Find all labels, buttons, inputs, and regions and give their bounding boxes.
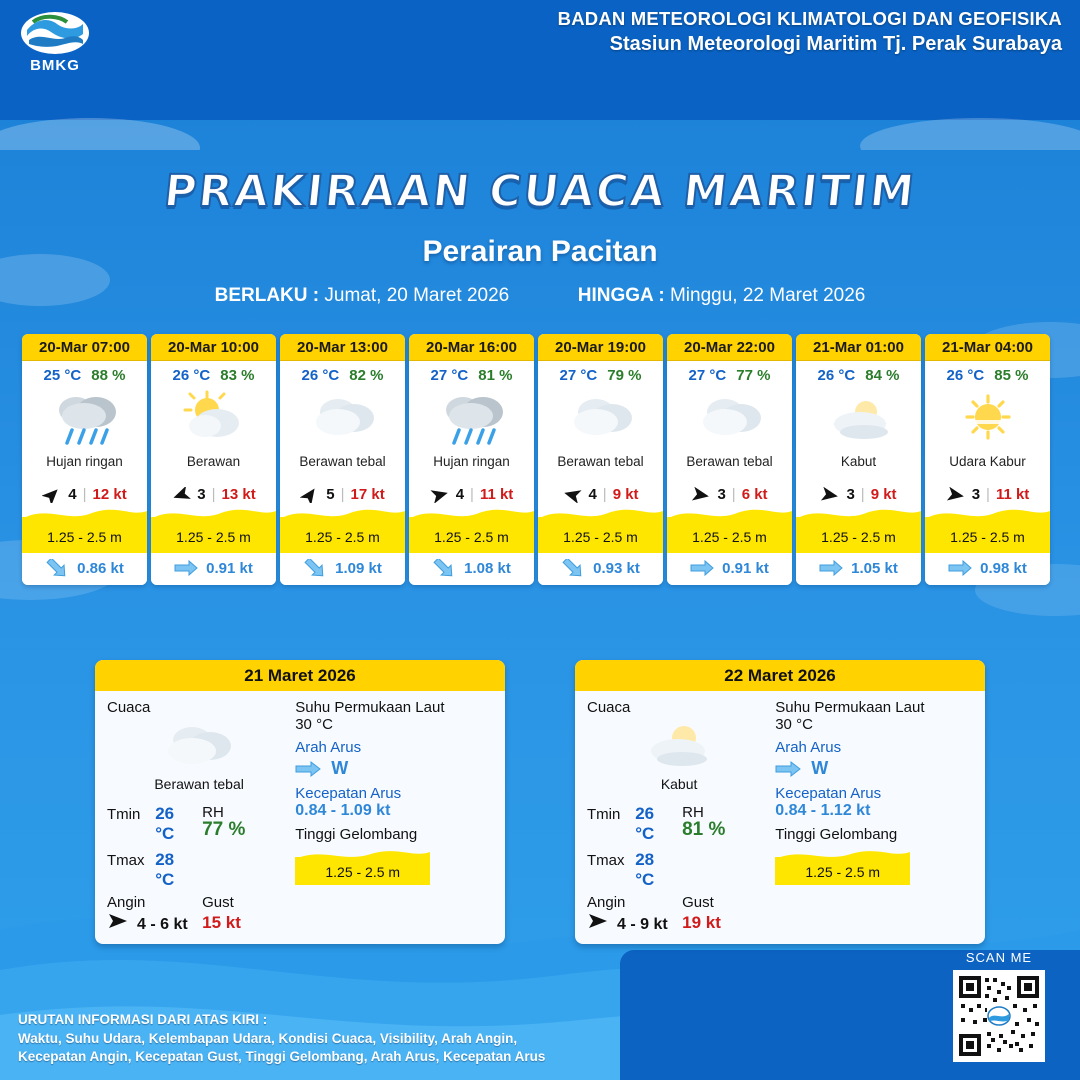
- wind-speed: 13 kt: [221, 486, 256, 503]
- weather-condition: Berawan tebal: [557, 454, 644, 469]
- page-subtitle: Perairan Pacitan: [422, 235, 658, 268]
- wave-height-strip: [925, 507, 1050, 553]
- wind-direction-value: 3: [197, 486, 206, 503]
- wind-direction-arrow-icon: [691, 487, 711, 503]
- legend-line-2: Kecepatan Angin, Kecepatan Gust, Tinggi Gelombang, Arah Arus, Kecepatan Arus: [18, 1048, 546, 1064]
- weather-condition: Udara Kabur: [949, 454, 1026, 469]
- wind-info: 3 | 13 kt: [151, 486, 276, 503]
- daily-forecast-panel[interactable]: [575, 660, 985, 944]
- sst-value: 30 °C: [775, 716, 813, 733]
- tmin-value: 26 °C: [155, 804, 175, 843]
- kecepatan-arus-label: Kecepatan Arus: [775, 785, 882, 802]
- cloudy-icon: [538, 386, 663, 452]
- arah-arus-label: Arah Arus: [295, 739, 362, 756]
- daily-date: 21 Maret 2026: [95, 660, 505, 691]
- arah-arus-value: W: [331, 758, 349, 778]
- current-direction-arrow-icon: [775, 760, 801, 778]
- bmkg-logo: [12, 10, 98, 74]
- wave-height: 1.25 - 2.5 m: [692, 529, 767, 545]
- tmax-value: 28 °C: [635, 850, 655, 889]
- wind-direction-value: 3: [846, 486, 855, 503]
- tmin-label: Tmin: [107, 806, 141, 823]
- kecepatan-arus-value: 0.84 - 1.12 kt: [775, 802, 871, 819]
- wind-direction-arrow-icon: [430, 487, 450, 503]
- wave-height: 1.25 - 2.5 m: [950, 529, 1025, 545]
- humidity: 83 %: [220, 367, 255, 384]
- forecast-time: 20-Mar 19:00: [538, 334, 663, 361]
- wave-height-strip: [280, 507, 405, 553]
- wind-direction-arrow-icon: [42, 487, 62, 503]
- wave-height-strip: [538, 507, 663, 553]
- wind-info: 4 | 11 kt: [409, 486, 534, 503]
- wave-height-strip: [796, 507, 921, 553]
- hourly-card[interactable]: [151, 334, 276, 585]
- cloud-band-decoration: [0, 100, 1080, 150]
- wind-speed: 17 kt: [350, 486, 385, 503]
- validity-from-value: Jumat, 20 Maret 2026: [324, 285, 510, 306]
- arah-arus-value-row: [775, 758, 973, 779]
- current-info: [925, 553, 1050, 585]
- wind-info: 4 | 12 kt: [22, 486, 147, 503]
- current-direction-arrow-icon: [819, 559, 843, 577]
- current-speed: 0.98 kt: [980, 559, 1027, 577]
- daily-wave-box: [775, 847, 910, 885]
- wave-height-strip: [409, 507, 534, 553]
- hourly-card[interactable]: [667, 334, 792, 585]
- wave-height-strip: [151, 507, 276, 553]
- current-info: [667, 553, 792, 585]
- forecast-time: 21-Mar 04:00: [925, 334, 1050, 361]
- forecast-time: 20-Mar 13:00: [280, 334, 405, 361]
- tinggi-gelombang-label: Tinggi Gelombang: [775, 826, 898, 843]
- wave-height: 1.25 - 2.5 m: [47, 529, 122, 545]
- validity-from-label: BERLAKU :: [214, 285, 320, 306]
- scan-me-block[interactable]: [944, 950, 1054, 1062]
- header-titles: [558, 8, 1062, 56]
- wave-height: 1.25 - 2.5 m: [821, 529, 896, 545]
- legend-note: [18, 1011, 618, 1066]
- wind-direction-value: 4: [68, 486, 77, 503]
- wind-direction-arrow-icon: [587, 913, 609, 929]
- arah-arus-value: W: [811, 758, 829, 778]
- agency-name: BADAN METEOROLOGI KLIMATOLOGI DAN GEOFISIKA: [557, 8, 1062, 29]
- angin-label: Angin: [587, 894, 626, 911]
- current-direction-arrow-icon: [561, 559, 585, 577]
- current-speed: 0.91 kt: [722, 559, 769, 577]
- sst-label: Suhu Permukaan Laut: [295, 699, 445, 716]
- forecast-time: 20-Mar 10:00: [151, 334, 276, 361]
- gust-value: 19 kt: [682, 913, 721, 932]
- validity-to-value: Minggu, 22 Maret 2026: [669, 285, 866, 306]
- wind-direction-arrow-icon: [107, 913, 129, 929]
- forecast-time: 21-Mar 01:00: [796, 334, 921, 361]
- page-title: PRAKIRAAN CUACA MARITIM: [161, 166, 919, 217]
- weather-condition: Berawan tebal: [686, 454, 773, 469]
- current-info: [22, 553, 147, 585]
- gust-label: Gust: [682, 894, 714, 911]
- air-temperature: 27 °C: [430, 367, 469, 384]
- current-info: [538, 553, 663, 585]
- current-direction-arrow-icon: [45, 559, 69, 577]
- current-direction-arrow-icon: [303, 559, 327, 577]
- forecast-time: 20-Mar 22:00: [667, 334, 792, 361]
- arah-arus-label: Arah Arus: [775, 739, 842, 756]
- cloudy-icon: [667, 386, 792, 452]
- wind-direction-arrow-icon: [820, 487, 840, 503]
- weather-condition: Kabut: [840, 454, 877, 469]
- forecast-time: 20-Mar 07:00: [22, 334, 147, 361]
- qr-code[interactable]: [953, 970, 1045, 1062]
- wind-direction-value: 4: [455, 486, 465, 503]
- wind-direction-arrow-icon: [300, 487, 320, 503]
- humidity: 84 %: [865, 367, 900, 384]
- daily-condition: Berawan tebal: [154, 776, 244, 792]
- humidity: 77 %: [736, 367, 771, 384]
- current-direction-arrow-icon: [690, 559, 714, 577]
- daily-condition: Kabut: [660, 776, 698, 792]
- cloudy-icon: [280, 386, 405, 452]
- wave-height: 1.25 - 2.5 m: [434, 529, 509, 545]
- hourly-card[interactable]: [22, 334, 147, 585]
- current-direction-arrow-icon: [432, 559, 456, 577]
- sst-value: 30 °C: [295, 716, 333, 733]
- wave-height-strip: [22, 507, 147, 553]
- wind-info: 3 | 6 kt: [667, 486, 792, 503]
- validity-period: [0, 285, 1080, 307]
- hourly-card[interactable]: [538, 334, 663, 585]
- gust-label: Gust: [202, 894, 234, 911]
- wind-speed: 6 kt: [741, 486, 768, 503]
- cuaca-label: Cuaca: [587, 699, 631, 716]
- hourly-card[interactable]: [280, 334, 405, 585]
- air-temperature: 27 °C: [559, 367, 598, 384]
- wave-height-strip: [667, 507, 792, 553]
- hourly-forecast-row: [22, 334, 1062, 585]
- air-temperature: 26 °C: [172, 367, 211, 384]
- wind-direction-arrow-icon: [562, 487, 582, 503]
- wave-height: 1.25 - 2.5 m: [563, 529, 638, 545]
- wind-direction-value: 3: [971, 486, 981, 503]
- wind-speed: 9 kt: [612, 486, 639, 503]
- rain-icon: [22, 386, 147, 452]
- weather-condition: Berawan tebal: [299, 454, 386, 469]
- humidity: 81 %: [478, 367, 513, 384]
- wind-info: 3 | 9 kt: [796, 486, 921, 503]
- wind-speed: 11 kt: [479, 486, 514, 503]
- wave-height: 1.25 - 2.5 m: [176, 529, 251, 545]
- sst-label: Suhu Permukaan Laut: [775, 699, 925, 716]
- rain-icon: [409, 386, 534, 452]
- current-direction-arrow-icon: [295, 760, 321, 778]
- wave-height: 1.25 - 2.5 m: [305, 529, 380, 545]
- air-temperature: 26 °C: [301, 367, 340, 384]
- qr-code-icon: [957, 974, 1041, 1058]
- partly-cloudy-icon: [151, 386, 276, 452]
- validity-to-label: HINGGA :: [577, 285, 665, 306]
- current-speed: 1.08 kt: [464, 559, 511, 577]
- wind-direction-arrow-icon: [946, 487, 966, 503]
- daily-date: 22 Maret 2026: [575, 660, 985, 691]
- angin-value: 4 - 6 kt: [137, 916, 188, 933]
- current-speed: 0.91 kt: [206, 559, 253, 577]
- legend-title: URUTAN INFORMASI DARI ATAS KIRI :: [18, 1012, 268, 1028]
- humidity: 88 %: [91, 367, 126, 384]
- wind-speed: 12 kt: [92, 486, 127, 503]
- wind-info: 4 | 9 kt: [538, 486, 663, 503]
- forecast-time: 20-Mar 16:00: [409, 334, 534, 361]
- current-direction-arrow-icon: [174, 559, 198, 577]
- wind-speed: 9 kt: [870, 486, 897, 503]
- tmax-value: 28 °C: [155, 850, 175, 889]
- tinggi-gelombang-value: 1.25 - 2.5 m: [325, 864, 401, 880]
- rh-label: RH: [202, 804, 224, 821]
- current-info: [796, 553, 921, 585]
- wind-info: 3 | 11 kt: [925, 486, 1050, 503]
- daily-forecast-panel[interactable]: [95, 660, 505, 944]
- kecepatan-arus-label: Kecepatan Arus: [295, 785, 402, 802]
- air-temperature: 26 °C: [817, 367, 856, 384]
- tmin-value: 26 °C: [635, 804, 655, 843]
- weather-condition: Berawan: [186, 454, 241, 469]
- current-speed: 0.93 kt: [593, 559, 640, 577]
- tmin-label: Tmin: [587, 806, 621, 823]
- kecepatan-arus-value: 0.84 - 1.09 kt: [295, 802, 391, 819]
- mist-icon: [796, 386, 921, 452]
- current-speed: 0.86 kt: [77, 559, 124, 577]
- legend-line-1: Waktu, Suhu Udara, Kelembapan Udara, Kondisi Cuaca, Visibility, Arah Angin,: [18, 1030, 518, 1046]
- angin-value: 4 - 9 kt: [617, 916, 668, 933]
- current-direction-arrow-icon: [948, 559, 972, 577]
- gust-value: 15 kt: [202, 913, 241, 932]
- weather-condition: Hujan ringan: [46, 454, 123, 469]
- cloudy-icon: [107, 718, 291, 774]
- wind-info: 5 | 17 kt: [280, 486, 405, 503]
- mist-icon: [587, 718, 771, 774]
- wind-direction-arrow-icon: [171, 487, 191, 503]
- haze-icon: [925, 386, 1050, 452]
- tmax-label: Tmax: [587, 852, 625, 869]
- hourly-card[interactable]: [796, 334, 921, 585]
- rh-value: 81 %: [682, 819, 726, 840]
- rh-value: 77 %: [202, 819, 246, 840]
- station-name: Stasiun Meteorologi Maritim Tj. Perak Surabaya: [609, 33, 1062, 55]
- humidity: 85 %: [994, 367, 1029, 384]
- angin-label: Angin: [107, 894, 146, 911]
- humidity: 82 %: [349, 367, 384, 384]
- daily-wave-box: [295, 847, 430, 885]
- rh-label: RH: [682, 804, 704, 821]
- weather-condition: Hujan ringan: [433, 454, 510, 469]
- wind-speed: 11 kt: [995, 486, 1030, 503]
- current-speed: 1.09 kt: [335, 559, 382, 577]
- air-temperature: 25 °C: [43, 367, 82, 384]
- air-temperature: 27 °C: [688, 367, 727, 384]
- air-temperature: 26 °C: [946, 367, 985, 384]
- tinggi-gelombang-value: 1.25 - 2.5 m: [805, 864, 881, 880]
- humidity: 79 %: [607, 367, 642, 384]
- current-info: [280, 553, 405, 585]
- hourly-card[interactable]: [409, 334, 534, 585]
- tmax-label: Tmax: [107, 852, 145, 869]
- hourly-card[interactable]: [925, 334, 1050, 585]
- wind-direction-value: 3: [717, 486, 726, 503]
- current-speed: 1.05 kt: [851, 559, 898, 577]
- bmkg-logo-icon: [19, 10, 91, 56]
- wind-direction-value: 5: [326, 486, 335, 503]
- scan-me-label: SCAN ME: [965, 950, 1033, 965]
- current-info: [409, 553, 534, 585]
- current-info: [151, 553, 276, 585]
- arah-arus-value-row: [295, 758, 493, 779]
- cuaca-label: Cuaca: [107, 699, 151, 716]
- tinggi-gelombang-label: Tinggi Gelombang: [295, 826, 418, 843]
- bmkg-logo-text: BMKG: [30, 57, 80, 74]
- wind-direction-value: 4: [588, 486, 597, 503]
